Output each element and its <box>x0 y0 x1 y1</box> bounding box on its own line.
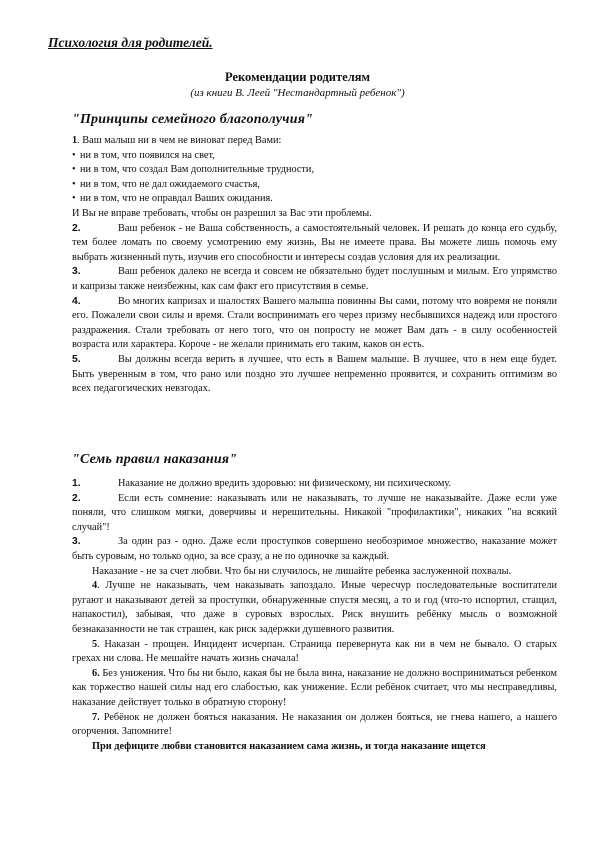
rule-5-num: 5 <box>92 638 98 650</box>
item-text: Ваш ребенок - не Ваша собственность, а самостоятельный человек. И решать до конца его судьбу, тем более ломать по своему усмотрению ему жизнь, Вы не имеете права. Вы можете лишь помочь ему выбрать жизненный путь, изучив его способности и интересы создав условия для их реализации. <box>72 222 557 263</box>
bullet-item <box>72 163 557 178</box>
section1-p1-num: 1 <box>72 135 78 146</box>
bullet-icon: • <box>72 164 76 176</box>
section2-body <box>72 477 557 754</box>
closing-line: При дефиците любви становится наказанием сама жизнь, и тогда наказание ищется <box>92 740 486 752</box>
list-item <box>72 477 557 492</box>
item-number: 3. <box>72 266 81 278</box>
bullet-item <box>72 149 557 164</box>
rule-7-text: Ребёнок не должен бояться наказания. Не наказания он должен бояться, не гнева нашего, а нашего огорчения. Запомните! <box>72 711 557 738</box>
section1-para-1 <box>72 134 557 149</box>
bullet-text: ни в том, что создал Вам дополнительные трудности, <box>80 164 315 176</box>
page-header: Психология для родителей. <box>48 35 213 50</box>
item-number: 5. <box>72 353 81 365</box>
bullet-text: ни в том, что не дал ожидаемого счастья, <box>80 178 260 190</box>
rule-6-paragraph <box>72 667 557 711</box>
list-item <box>72 222 557 266</box>
bullet-text: ни в том, что появился на свет, <box>80 149 215 161</box>
list-item <box>72 295 557 353</box>
bullet-icon: • <box>72 149 76 161</box>
item-number: 3. <box>72 536 81 548</box>
bullet-item <box>72 192 557 207</box>
bullet-text: ни в том, что не оправдал Ваших ожидания. <box>80 193 273 205</box>
section1-body <box>72 134 557 397</box>
rule-6-num: 6. <box>92 667 100 679</box>
rule-5-text: . Наказан - прощен. Инцидент исчерпан. Страница перевернута как ни в чем не бывало. О старых грехах ни слова. Не мешайте начать жизнь сначала! <box>72 638 557 665</box>
list-item <box>72 492 557 536</box>
rule-4-num: 4 <box>92 580 98 592</box>
section1-p1-end: И Вы не вправе требовать, чтобы он разрешил за Вас эти проблемы. <box>72 207 372 219</box>
rule-7-paragraph <box>72 711 557 740</box>
section1-p1-text: . Ваш малыш ни в чем не виноват перед Вами: <box>77 135 282 146</box>
bullet-icon: • <box>72 193 76 205</box>
list-item <box>72 265 557 294</box>
bullet-icon: • <box>72 178 76 190</box>
section2-heading: "Семь правил наказания" <box>72 452 238 467</box>
love-paragraph: Наказание - не за счет любви. Что бы ни случилось, не лишайте ребенка заслуженной похвалы. <box>92 565 512 577</box>
list-item <box>72 353 557 397</box>
item-text: Наказание не должно вредить здоровью: ни физическому, ни психическому. <box>118 478 452 489</box>
item-number: 2. <box>72 222 81 234</box>
page-subtitle: (из книги В. Леей "Нестандартный ребенок") <box>190 87 405 99</box>
item-text: Во многих капризах и шалостях Вашего малыша повинны Вы сами, потому что вовремя не поняли его. Пожалели свои силы и время. Стали воспринимать его через призму несбывшихся надежд или простого раздражения. Стали требовать от него того, что он попросту не может Вам дать - в силу особенностей возраста или характера. Короче - не желали принимать его таким, каков он есть. <box>72 295 557 351</box>
item-number: 1. <box>72 478 81 489</box>
list-item <box>72 535 557 564</box>
item-text: Вы должны всегда верить в лучшее, что есть в Вашем малыше. В лучшее, что в нем еще будет. Быть уверенным в том, что рано или поздно это лучшее непременно проявится, и сохранить оптимизм во всех педагогических невзгодах. <box>72 353 557 395</box>
item-number: 4. <box>72 295 81 307</box>
page-title: Рекомендации родителям <box>225 70 370 84</box>
bullet-item <box>72 178 557 193</box>
rule-4-text: . Лучше не наказывать, чем наказывать запоздало. Иные чересчур последовательные воспитатели ругают и наказывают детей за проступки, обнаруженные спустя месяц, а то и год (что-то испортил, стащил, напакостил), забывая, что даже в суровых взрослых. Риск внушить ребёнку мысль о возможной безнаказанности не так страшен, как риск задержки душевного развития. <box>72 580 557 635</box>
rule-5-paragraph <box>72 638 557 667</box>
rule-4-paragraph <box>72 579 557 637</box>
item-text: За один раз - одно. Даже если проступков совершено необозримое множество, наказание может быть суровым, но только одно, за все сразу, а не по одиночке за каждый. <box>72 536 557 562</box>
rule-7-num: 7. <box>92 711 100 723</box>
item-text: Если есть сомнение: наказывать или не наказывать, то лучше не наказывайте. Даже если уже поняли, что слишком мягки, доверчивы и нерешительны. Никакой "профилактики", никаких "на всякий случай"! <box>72 492 557 533</box>
item-text: Ваш ребенок далеко не всегда и совсем не обязательно будет послушным и милым. Его упрямство и капризы также неизбежны, как сам факт его присутствия в семье. <box>72 266 557 292</box>
item-number: 2. <box>72 492 81 504</box>
rule-6-text: Без унижения. Что бы ни было, какая бы не была вина, наказание не должно восприниматься ребенком как торжество нашей силы над его слабостью, как унижение. Если ребёнок считает, что мы несправедливы, наказание действует только в обратную сторону! <box>72 667 557 708</box>
section1-heading: "Принципы семейного благополучия" <box>72 112 314 127</box>
